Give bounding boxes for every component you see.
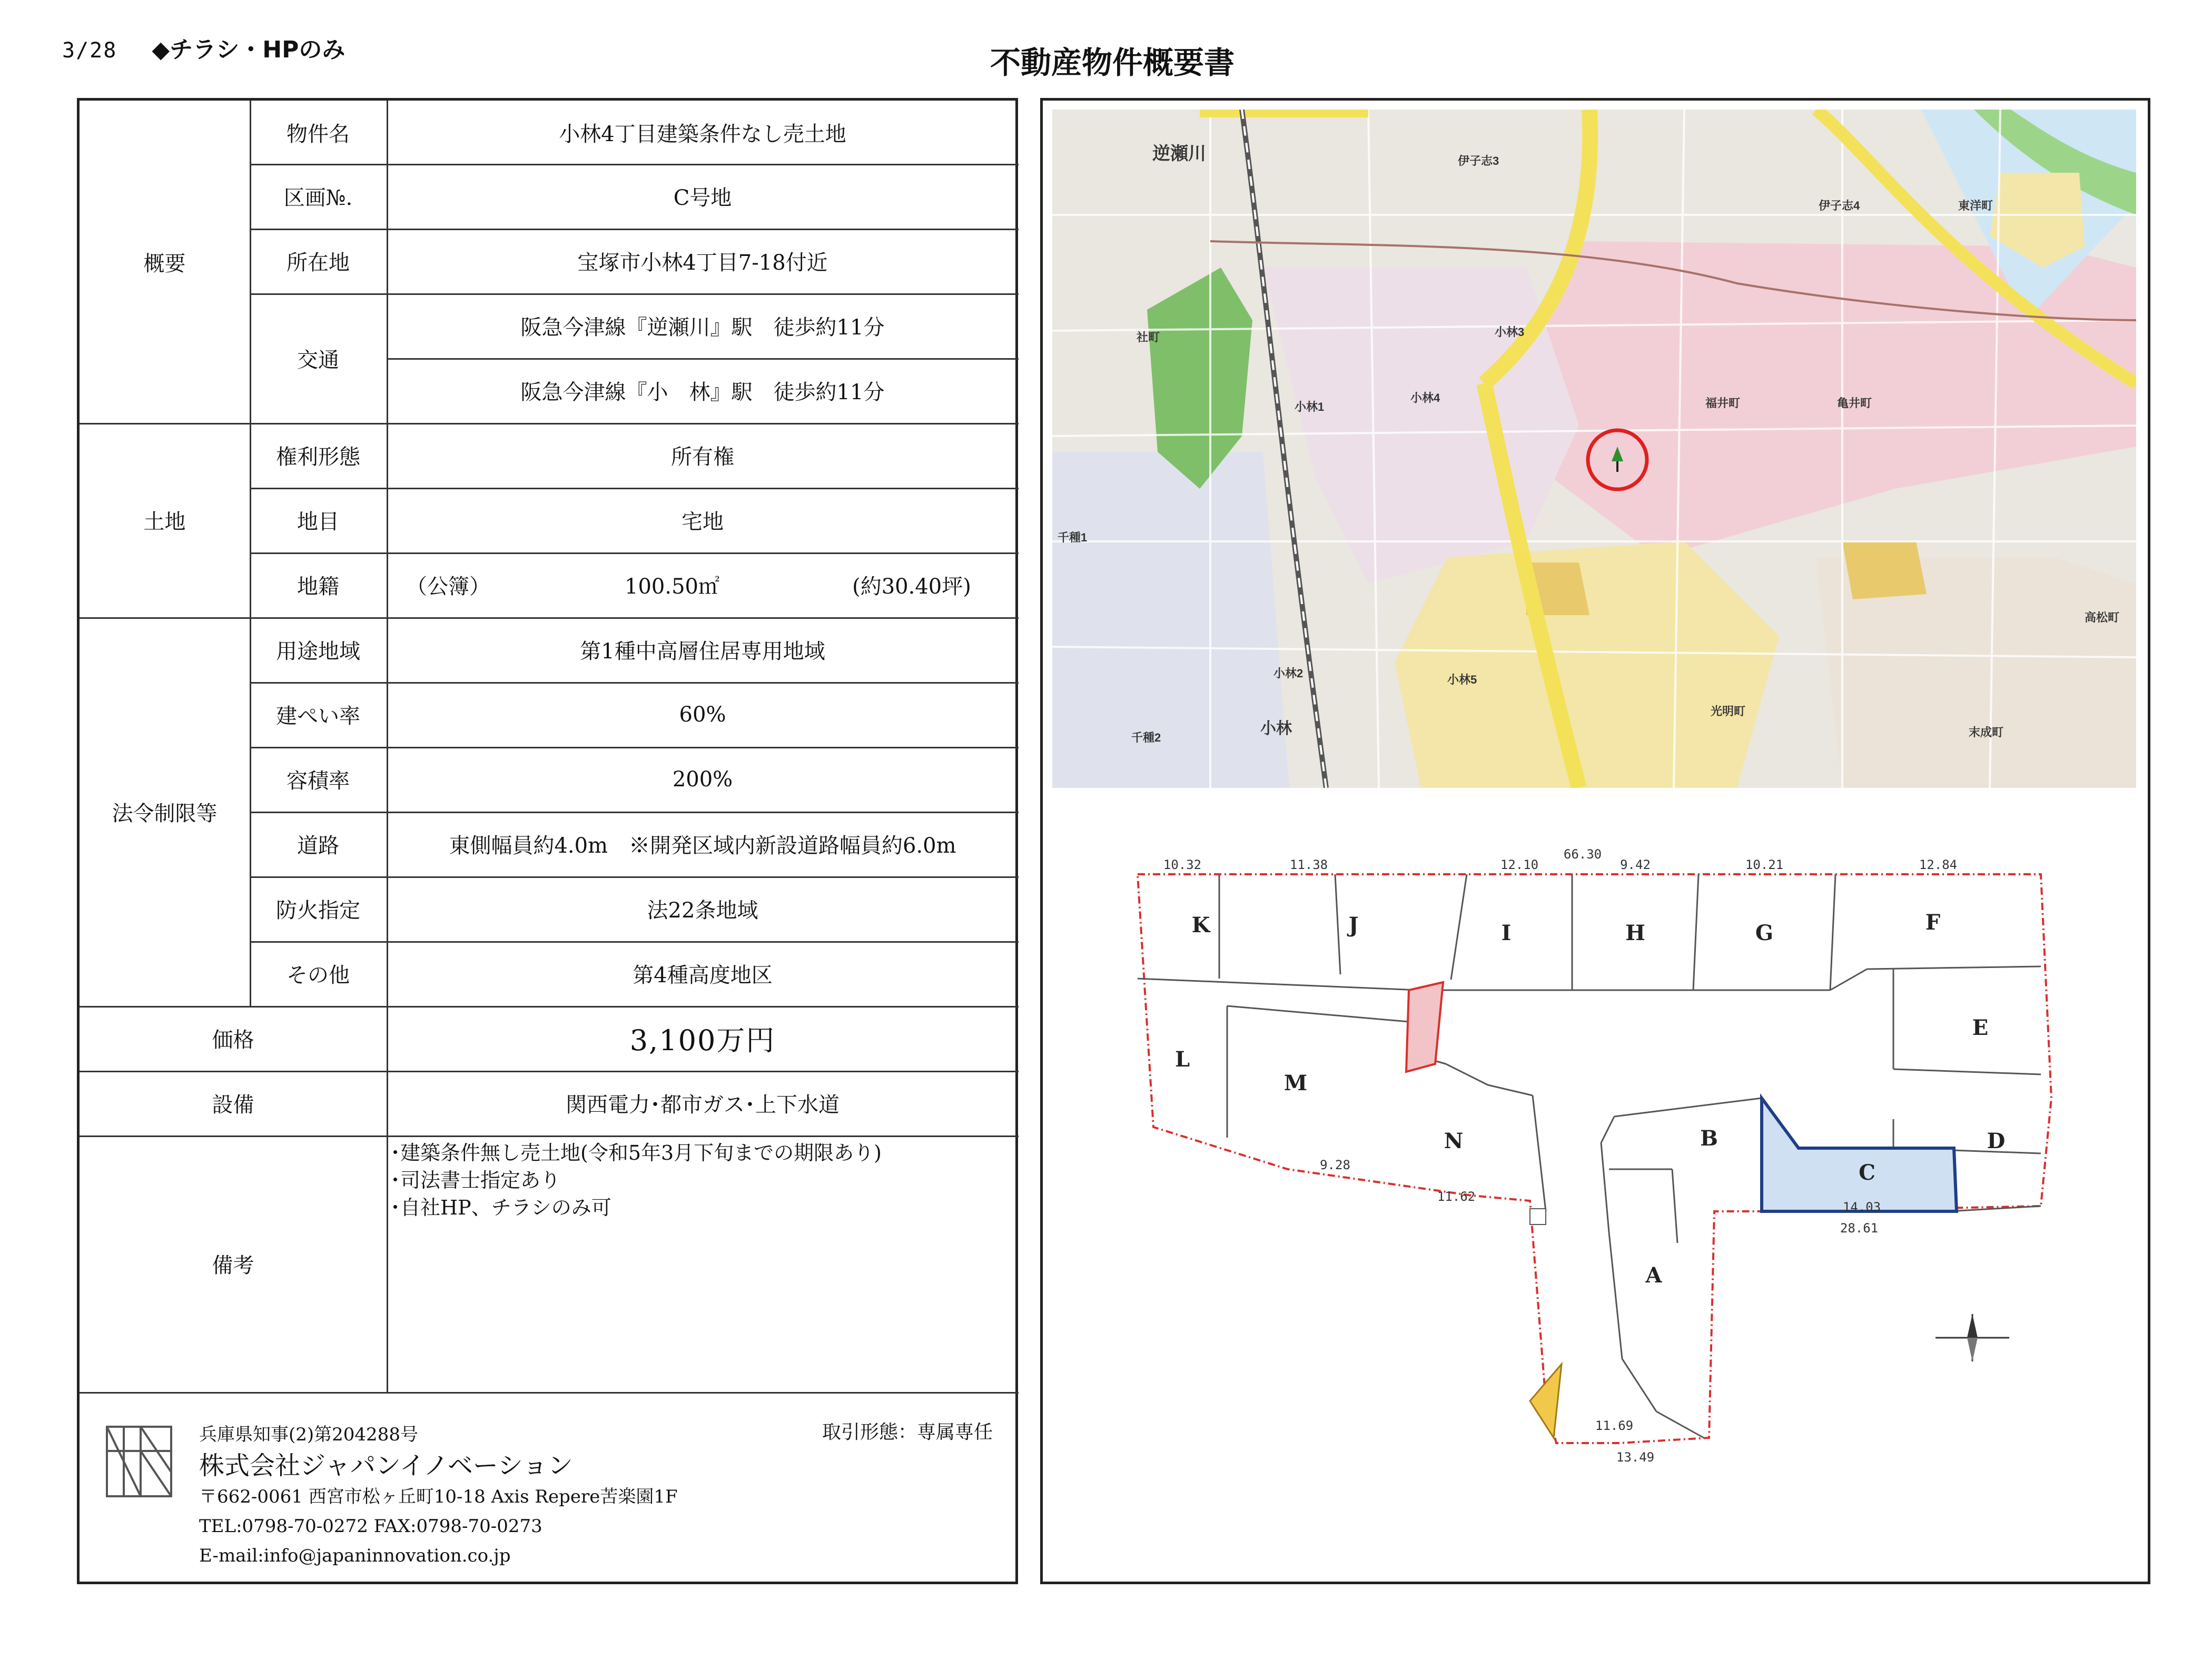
section-land: 土地	[143, 510, 186, 534]
dimension-label: 10.21	[1745, 857, 1784, 872]
lot-label: J	[1348, 913, 1359, 937]
dimension-label: 11.69	[1595, 1418, 1634, 1433]
page-counter: 3/28	[62, 38, 117, 63]
lot-label: F	[1925, 910, 1941, 935]
lot-label: L	[1174, 1047, 1190, 1072]
value-transport-2: 阪急今津線『小 林』駅 徒歩約11分	[520, 380, 885, 404]
value-category: 宅地	[682, 510, 724, 534]
label-utilities: 設備	[212, 1093, 254, 1117]
lot-label: N	[1444, 1129, 1464, 1153]
company-info	[199, 1420, 678, 1571]
map-label: 逆瀬川	[1152, 144, 1206, 164]
value-area-sqm: 100.50㎡	[625, 575, 719, 599]
dimension-label: 66.30	[1563, 847, 1602, 862]
company-phone: TEL:0798-70-0272 FAX:0798-70-0273	[199, 1516, 542, 1537]
remarks-list	[390, 1139, 882, 1221]
section-overview: 概要	[143, 251, 186, 276]
value-coverage: 60%	[679, 702, 726, 727]
company-email: E-mail:info@japaninnovation.co.jp	[199, 1545, 511, 1566]
dimension-label: 11.38	[1289, 857, 1328, 872]
company-address: 〒662-0061 西宮市松ヶ丘町10-18 Axis Repere苦楽園1F	[199, 1486, 678, 1507]
map-label: 小林4	[1410, 391, 1440, 404]
label-road: 道路	[297, 834, 339, 858]
map-label: 小林3	[1495, 325, 1525, 339]
label-area: 地籍	[297, 575, 339, 599]
value-rights: 所有権	[671, 445, 734, 469]
dimension-label: 11.62	[1437, 1189, 1476, 1204]
remark-item: ･司法書士指定あり	[390, 1169, 561, 1192]
compass-icon	[1935, 1314, 2009, 1361]
map-label: 千種1	[1058, 531, 1088, 544]
dimension-label: 10.32	[1163, 857, 1202, 872]
label-zoning: 用途地域	[276, 639, 360, 664]
location-map	[1052, 110, 2136, 788]
label-fire: 防火指定	[276, 898, 360, 923]
label-coverage: 建ぺい率	[276, 704, 360, 728]
map-label: 福井町	[1705, 397, 1741, 410]
value-area-note: （公簿）	[406, 575, 490, 599]
lot-label: I	[1501, 921, 1512, 945]
flyer-note: ◆チラシ・HPのみ	[152, 36, 345, 63]
label-remarks: 備考	[212, 1253, 254, 1278]
dimension-label: 13.49	[1616, 1450, 1655, 1465]
map-label: 小林1	[1295, 400, 1325, 413]
lot-label: C	[1859, 1160, 1875, 1185]
label-address: 所在地	[287, 251, 350, 275]
value-far: 200%	[672, 767, 733, 792]
map-label: 末成町	[1969, 726, 2004, 739]
value-transport-1: 阪急今津線『逆瀬川』駅 徒歩約11分	[520, 315, 885, 340]
lot-label: E	[1972, 1015, 1989, 1040]
dimension-label: 14.03	[1842, 1200, 1881, 1214]
remark-item: ･自社HP、チラシのみ可	[390, 1196, 611, 1219]
value-fire: 法22条地域	[647, 898, 758, 923]
company-name: 株式会社ジャパンイノベーション	[199, 1451, 573, 1480]
value-other: 第4種高度地区	[633, 963, 773, 987]
value-price: 3,100万円	[629, 1024, 776, 1057]
value-area-tsubo: (約30.40坪)	[852, 575, 971, 599]
label-transport: 交通	[297, 348, 339, 372]
value-address: 宝塚市小林4丁目7-18付近	[577, 251, 828, 275]
map-label: 千種2	[1131, 731, 1161, 744]
dimension-label: 12.10	[1500, 857, 1539, 872]
lot-label: H	[1625, 921, 1645, 945]
value-zoning: 第1種中高層住居専用地域	[580, 639, 825, 664]
lot-label: A	[1645, 1263, 1662, 1288]
lot-label: K	[1191, 913, 1210, 937]
property-summary-table	[77, 98, 1018, 1584]
dimension-label: 12.84	[1919, 857, 1958, 872]
map-label: 小林5	[1447, 673, 1477, 686]
label-price: 価格	[212, 1028, 254, 1052]
site-plan	[1040, 832, 2150, 1580]
label-category: 地目	[297, 510, 339, 534]
label-other: その他	[287, 963, 350, 987]
dimension-label: 9.28	[1320, 1158, 1350, 1172]
dimension-label: 9.42	[1620, 857, 1651, 872]
lot-label: D	[1987, 1129, 2006, 1153]
lot-label: G	[1755, 921, 1774, 945]
map-label: 光明町	[1711, 705, 1746, 718]
map-label: 小林	[1260, 720, 1292, 737]
value-road: 東側幅員約4.0m ※開発区域内新設道路幅員約6.0m	[449, 834, 956, 858]
map-label: 亀井町	[1837, 397, 1872, 410]
remark-item: ･建築条件無し売土地(令和5年3月下旬までの期限あり)	[390, 1141, 882, 1164]
map-label: 高松町	[2085, 611, 2120, 624]
map-label: 小林2	[1273, 667, 1303, 680]
label-far: 容積率	[287, 769, 350, 793]
map-label: 社町	[1137, 331, 1160, 344]
company-license: 兵庫県知事(2)第204288号	[199, 1424, 418, 1445]
value-utilities: 関西電力･都市ガス･上下水道	[566, 1093, 840, 1117]
trade-type: 取引形態：専属専任	[822, 1421, 993, 1443]
company-logo	[105, 1425, 173, 1498]
page-header	[62, 31, 345, 64]
map-label: 伊子志3	[1458, 154, 1499, 167]
map-label: 東洋町	[1958, 199, 1993, 212]
document-title: 不動産物件概要書	[990, 45, 1235, 81]
lot-label: M	[1283, 1071, 1308, 1095]
label-rights: 権利形態	[276, 445, 360, 469]
map-label: 伊子志4	[1819, 199, 1860, 212]
section-legal: 法令制限等	[112, 801, 218, 826]
lot-label: B	[1700, 1126, 1718, 1151]
dimension-label: 28.61	[1840, 1221, 1879, 1236]
value-name: 小林4丁目建築条件なし売土地	[559, 122, 846, 146]
label-name: 物件名	[287, 122, 350, 146]
value-lot: C号地	[673, 186, 732, 210]
label-lot: 区画№.	[283, 186, 353, 210]
